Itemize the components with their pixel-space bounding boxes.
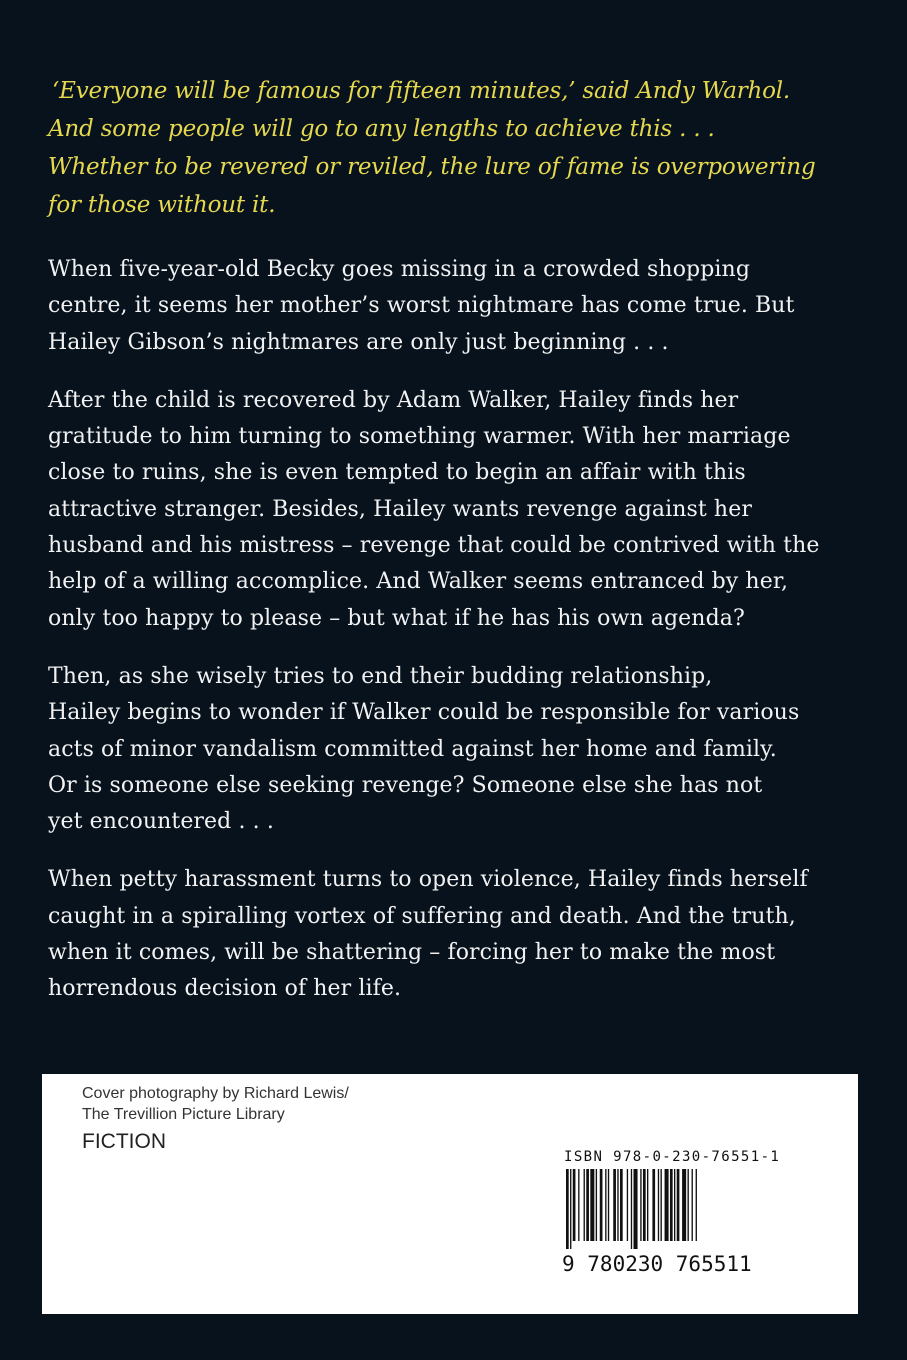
paragraph-line: centre, it seems her mother’s worst nightmare has come true. But [48,293,795,319]
paragraph-line: Or is someone else seeking revenge? Someone else she has not [48,772,763,798]
paragraph-line: attractive stranger. Besides, Hailey wants revenge against her [48,496,752,522]
quote-line: ‘Everyone will be famous for fifteen minutes,’ said Andy Warhol. [52,78,791,104]
blurb-section [48,72,868,1008]
paragraph-line: Hailey Gibson’s nightmares are only just beginning . . . [48,329,669,355]
paragraph-line: horrendous decision of her life. [48,976,402,1002]
paragraph-line: After the child is recovered by Adam Walker, Hailey finds her [48,387,739,413]
photo-credit-line: Cover photography by Richard Lewis/ [82,1085,349,1102]
blurb-paragraph-3 [48,659,868,840]
paragraph-line: Then, as she wisely tries to end their budding relationship, [48,663,713,689]
blurb-paragraph-4 [48,862,868,1007]
paragraph-line: only too happy to please – but what if he has his own agenda? [48,605,745,631]
paragraph-line: When petty harassment turns to open violence, Hailey finds herself [48,867,808,893]
barcode-icon [562,1169,787,1249]
paragraph-line: close to ruins, she is even tempted to begin an affair with this [48,460,746,486]
quote-line: And some people will go to any lengths to achieve this . . . [48,116,715,142]
epigraph-quote [48,72,868,224]
blurb-paragraph-1 [48,252,868,361]
paragraph-line: gratitude to him turning to something warmer. With her marriage [48,424,791,450]
barcode-digits: 9 780230 765511 [562,1252,752,1276]
quote-line: Whether to be revered or reviled, the lure of fame is overpowering [48,154,816,180]
paragraph-line: husband and his mistress – revenge that could be contrived with the [48,533,820,559]
quote-line: for those without it. [48,192,276,218]
paragraph-line: acts of minor vandalism committed against her home and family. [48,736,777,762]
footer-panel [42,1074,858,1314]
isbn-label: ISBN 978-0-230-76551-1 [564,1149,781,1165]
paragraph-line: caught in a spiralling vortex of suffering and death. And the truth, [48,903,796,929]
paragraph-line: yet encountered . . . [48,809,274,835]
photo-credit-line: The Trevillion Picture Library [82,1106,285,1123]
paragraph-line: Hailey begins to wonder if Walker could be responsible for various [48,700,800,726]
genre-label: FICTION [82,1130,166,1153]
paragraph-line: When five-year-old Becky goes missing in a crowded shopping [48,257,751,282]
blurb-paragraph-2 [48,383,868,637]
paragraph-line: when it comes, will be shattering – forcing her to make the most [48,940,776,966]
paragraph-line: help of a willing accomplice. And Walker seems entranced by her, [48,569,789,595]
